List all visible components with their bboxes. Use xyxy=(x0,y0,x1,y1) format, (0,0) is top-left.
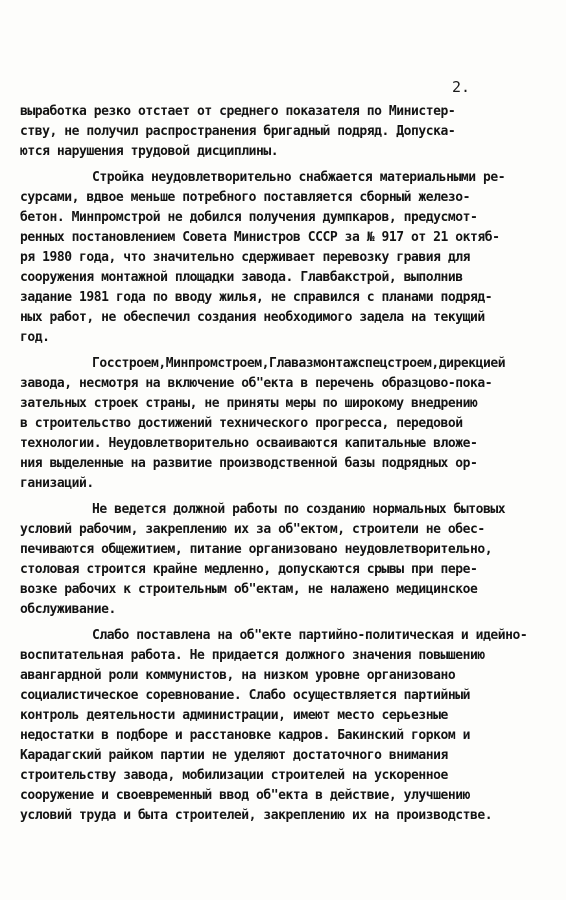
text-line: ству, не получил распространения бригадный подряд. Допуска- xyxy=(20,124,456,139)
text-line: ря 1980 года, что значительно сдерживает перевозку гравия для xyxy=(20,250,470,265)
paragraph xyxy=(20,168,556,348)
text-line: Слабо поставлена на об"екте партийно-политическая и идейно- xyxy=(92,628,528,643)
text-line: сооружения монтажной площадки завода. Главбакстрой, выполнив xyxy=(20,270,463,285)
text-line: обслуживание. xyxy=(20,602,116,617)
text-line: недостатки в подборе и расстановке кадров. Бакинский горком и xyxy=(20,728,470,743)
paragraph xyxy=(20,354,556,494)
text-line: ются нарушения трудовой дисциплины. xyxy=(20,144,279,159)
text-line: строительству завода, мобилизации строителей на ускоренное xyxy=(20,768,448,783)
text-line: Госстроем,Минпромстроем,Главазмонтажспецстроем,дирекцией xyxy=(92,356,506,371)
text-line: в строительство достижений технического прогресса, передовой xyxy=(20,416,463,431)
page-number: 2. xyxy=(452,78,471,96)
text-line: год. xyxy=(20,330,50,345)
paragraph xyxy=(20,626,556,826)
text-line: Стройка неудовлетворительно снабжается материальными ре- xyxy=(92,170,506,185)
text-line: столовая строится крайне медленно, допускаются срывы при пере- xyxy=(20,562,478,577)
text-line: воспитательная работа. Не придается должного значения повышению xyxy=(20,648,485,663)
text-line: бетон. Минпромстрой не добился получения думпкаров, предусмот- xyxy=(20,210,478,225)
text-line: выработка резко отстает от среднего показателя по Министер- xyxy=(20,104,456,119)
text-line: условий рабочим, закреплению их за об"ектом, строители не обес- xyxy=(20,522,485,537)
text-line: завода, несмотря на включение об"екта в перечень образцово-пока- xyxy=(20,376,493,391)
text-line: ганизаций. xyxy=(20,476,94,491)
text-line: контроль деятельности администрации, имеют место серьезные xyxy=(20,708,448,723)
text-line: ных работ, не обеспечил создания необходимого задела на текущий xyxy=(20,310,485,325)
text-line: технологии. Неудовлетворительно осваиваются капитальные вложе- xyxy=(20,436,478,451)
text-line: Карадагский райком партии не уделяют достаточного внимания xyxy=(20,748,448,763)
text-line: задание 1981 года по вводу жилья, не справился с планами подряд- xyxy=(20,290,493,305)
text-line: авангардной роли коммунистов, на низком уровне организовано xyxy=(20,668,456,683)
paragraph xyxy=(20,500,556,620)
paragraph xyxy=(20,102,556,162)
document-body xyxy=(20,102,556,832)
text-line: условий труда и быта строителей, закреплению их на производстве. xyxy=(20,808,493,823)
text-line: Не ведется должной работы по созданию нормальных бытовых xyxy=(92,502,506,517)
text-line: печиваются общежитием, питание организовано неудовлетворительно, xyxy=(20,542,493,557)
text-line: возке рабочих к строительным об"ектам, не налажено медицинское xyxy=(20,582,478,597)
text-line: зательных строек страны, не приняты меры по широкому внедрению xyxy=(20,396,478,411)
text-line: сооружение и своевременный ввод об"екта в действие, улучшению xyxy=(20,788,470,803)
text-line: ренных постановлением Совета Министров СССР за № 917 от 21 октяб- xyxy=(20,230,500,245)
text-line: ния выделенные на развитие производственной базы подрядных ор- xyxy=(20,456,478,471)
text-line: социалистическое соревнование. Слабо осуществляется партийный xyxy=(20,688,470,703)
text-line: сурсами, вдвое меньше потребного поставляется сборный железо- xyxy=(20,190,470,205)
